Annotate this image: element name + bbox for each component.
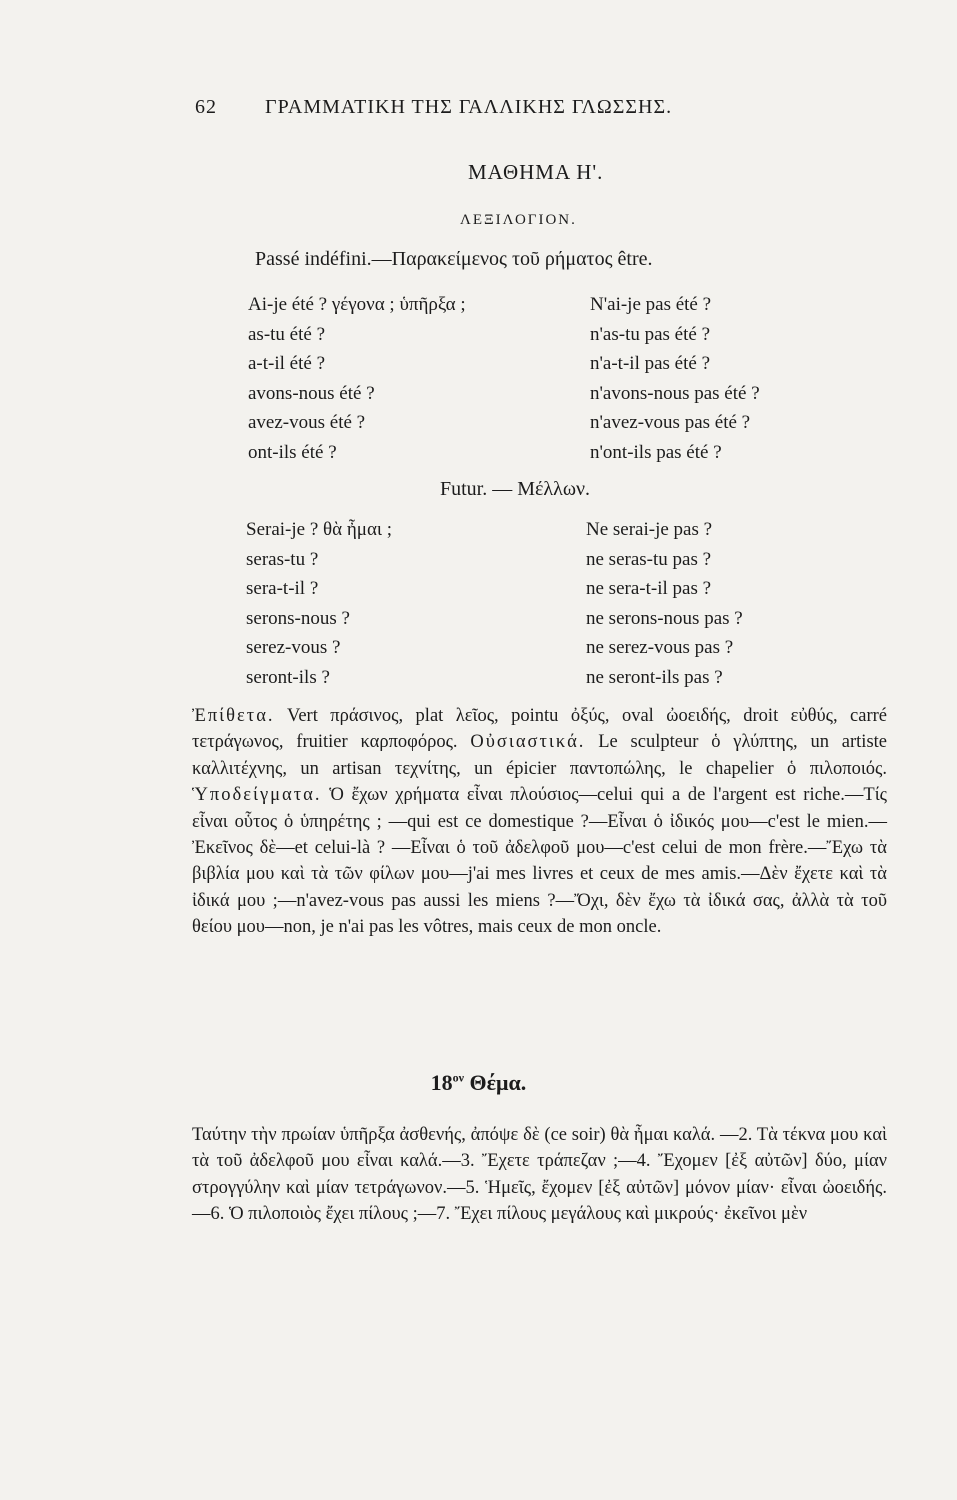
theme-text: Ταύτην τὴν πρωίαν ὑπῆρξα ἀσθενής, ἀπόψε δὲ (ce soir) θὰ ἦμαι καλά. —2. Τὰ τέκνα μου καὶ τὰ τοῦ ἀδελφοῦ μου εἶναι καλά.—3. Ἔχετε τράπεζαν ;—4. Ἔχομεν [ἐξ αὐτῶν] δύο, μίαν στρογγύλην καὶ μίαν τετράγωνον.—5. Ἡμεῖς, ἔχομεν [ἐξ αὐτῶν] μόνον μίαν· εἶναι ὠοειδής.—6. Ὁ πιλοποιὸς ἔχει πίλους ;—7. Ἔχει πίλους μεγάλους καὶ μικρούς· ἐκεῖνοι μὲν xyxy=(192,1125,887,1225)
conjugation-line: ne serons-nous pas ? xyxy=(586,607,743,629)
conjugation-line: seras-tu ? xyxy=(246,548,319,570)
theme-number: 18 xyxy=(430,1070,453,1095)
conjugation-line: serez-vous ? xyxy=(246,637,341,658)
hypodeigmata-text: Ὁ ἔχων χρήματα εἶναι πλούσιος—celui qui a de l'argent est riche.—Τίς εἶναι οὗτος ὁ ὑπηρέτης ; —qui est ce domestique ?—Εἶναι ὁ ἰδικός μου—c'est le mien.—Ἐκεῖνος δὲ—et celui-là ? —Εἶναι ὁ τοῦ ἀδελφοῦ μου—c'est celui de mon frère.—Ἔχω τὰ βιβλία μου καὶ τὰ τῶν φίλων μου—j'ai mes livres et ceux de mes amis.—Δὲν ἔχετε καὶ τὰ ἰδικά μου ;—n'avez-vous pas aussi les miens ?—Ὄχι, δὲν ἔχω τὰ ἰδικά σας, ἀλλὰ τὰ τοῦ θείου μου—non, je n'ai pas les vôtres, mais ceux de mon oncle. xyxy=(192,785,888,938)
page-header xyxy=(195,96,672,119)
conjugation-line: serons-nous ? xyxy=(246,607,350,629)
conjugation-line: ne seront-ils pas ? xyxy=(586,666,723,688)
vocabulary-paragraph xyxy=(192,703,887,941)
passe-indefini-negative xyxy=(590,290,760,467)
epitheta-label: Ἐπίθετα. xyxy=(192,706,275,726)
conjugation-line: n'a-t-il pas été ? xyxy=(590,353,711,374)
futur-heading: Futur. — Μέλλων. xyxy=(440,478,591,500)
conjugation-line: Ne serai-je pas ? xyxy=(586,519,713,540)
conjugation-line: avez-vous été ? xyxy=(248,412,366,433)
futur-negative xyxy=(586,515,743,692)
conjugation-line: n'ont-ils pas été ? xyxy=(590,441,722,463)
ousiastika-label: Οὐσιαστικά. xyxy=(470,732,586,753)
theme-number-suffix: ον xyxy=(452,1070,465,1085)
conjugation-line: N'ai-je pas été ? xyxy=(590,294,712,315)
conjugation-line: seront-ils ? xyxy=(246,666,330,688)
conjugation-line: n'avez-vous pas été ? xyxy=(590,412,751,433)
conjugation-line: n'as-tu pas été ? xyxy=(590,323,711,345)
epitheta-text: Vert πράσινος, plat λεῖος, pointu ὀξύς, oval ὠοειδής, droit εὐθύς, carré τετράγωνος, fruitier καρποφόρος. xyxy=(192,706,887,753)
theme-word: Θέμα. xyxy=(469,1070,527,1095)
conjugation-line: avons-nous été ? xyxy=(248,382,375,404)
conjugation-line: n'avons-nous pas été ? xyxy=(590,382,760,404)
conjugation-line: ne sera-t-il pas ? xyxy=(586,578,712,599)
conjugation-line: ne seras-tu pas ? xyxy=(586,548,712,570)
theme-heading xyxy=(0,1070,957,1096)
ousiastika-text: Le sculpteur ὁ γλύπτης, un artiste καλλιτέχνης, un artisan τεχνίτης, un épicier παντοπώλης, le chapelier ὁ πιλοποιός. xyxy=(192,732,887,779)
passe-indefini-heading: Passé indéfini.—Παρακείμενος τοῦ ρήματος être. xyxy=(255,248,653,270)
hypodeigmata-label: Ὑποδείγματα. xyxy=(192,785,322,806)
conjugation-line: sera-t-il ? xyxy=(246,578,319,599)
vocabulary-heading: ΛΕΞΙΛΟΓΙΟΝ. xyxy=(460,212,577,228)
page-number: 62 xyxy=(195,96,217,118)
lesson-title: ΜΑΘΗΜΑ Η'. xyxy=(468,160,604,184)
passe-indefini-affirmative xyxy=(248,290,466,467)
conjugation-line: Serai-je ? θὰ ἦμαι ; xyxy=(246,519,393,540)
conjugation-line: ne serez-vous pas ? xyxy=(586,637,734,658)
conjugation-line: Ai-je été ? γέγονα ; ὑπῆρξα ; xyxy=(248,294,466,315)
conjugation-line: ont-ils été ? xyxy=(248,441,337,463)
futur-affirmative xyxy=(246,515,392,692)
conjugation-line: a-t-il été ? xyxy=(248,353,326,374)
conjugation-line: as-tu été ? xyxy=(248,323,326,345)
running-title: ΓΡΑΜΜΑΤΙΚΗ ΤΗΣ ΓΑΛΛΙΚΗΣ ΓΛΩΣΣΗΣ. xyxy=(265,96,673,118)
